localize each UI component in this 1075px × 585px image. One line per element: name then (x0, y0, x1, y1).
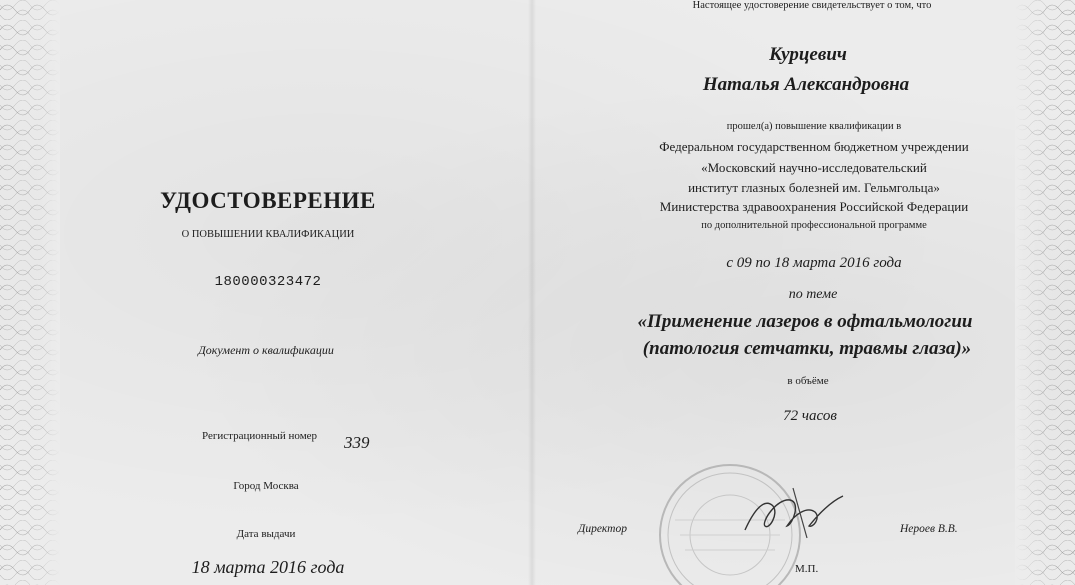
registration-label: Регистрационный номер (202, 430, 318, 442)
training-period: с 09 по 18 марта 2016 года (726, 255, 902, 271)
director-label: Директор (578, 523, 627, 535)
body-line-3: «Московский научно-исследовательский (701, 160, 927, 175)
body-line-4: институт глазных болезней им. Гельмгольца» (688, 180, 940, 195)
document-type: Документ о квалификации (198, 343, 334, 357)
topic-label: по теме (788, 287, 838, 302)
certificate-number: 180000323472 (214, 274, 322, 290)
body-line-6: по дополнительной профессиональной программе (701, 220, 927, 231)
center-fold (528, 0, 536, 585)
issue-date-label: Дата выдачи (236, 528, 296, 540)
volume-label: в объёме (787, 375, 829, 387)
left-guilloche-border (0, 0, 60, 585)
body-line-1: прошел(а) повышение квалификации в (726, 121, 902, 132)
right-guilloche-border (1015, 0, 1075, 585)
body-line-5: Министерства здравоохранения Российской Федерации (659, 199, 969, 214)
issue-date: 18 марта 2016 года (191, 557, 345, 577)
volume-value: 72 часов (783, 408, 837, 424)
holder-surname: Курцевич (769, 44, 847, 65)
topic-line-2: (патология сетчатки, травмы глаза)» (642, 338, 972, 359)
body-line-2: Федеральном государственном бюджетном учреждении (659, 139, 969, 154)
topic-line-1: «Применение лазеров в офтальмологии (637, 311, 973, 332)
certificate-subtitle: О ПОВЫШЕНИИ КВАЛИФИКАЦИИ (181, 229, 355, 240)
registration-number: 339 (344, 433, 370, 452)
director-signature (735, 468, 855, 548)
intro-text: Настоящее удостоверение свидетельствует о том, что (692, 0, 932, 11)
holder-given-names: Наталья Александровна (702, 74, 910, 95)
director-name: Нероев В.В. (900, 523, 958, 535)
city: Город Москва (233, 480, 299, 492)
stamp-place: М.П. (795, 563, 819, 575)
certificate-title: УДОСТОВЕРЕНИЕ (160, 188, 376, 213)
